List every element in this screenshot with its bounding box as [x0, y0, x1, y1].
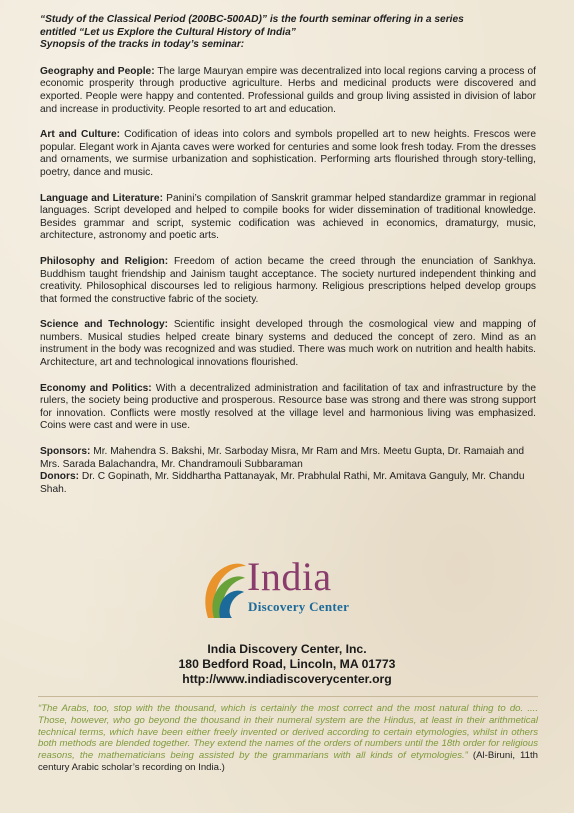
section-text: The large Mauryan empire was decentralized into local regions carving a process of economic prosperity through productive agriculture. Herbs and medicinal products were discovered and exported. People were happy and contented. Professional guilds and group living assisted in division of labor and increase in productivity. People resorted to art and education. [40, 65, 536, 115]
logo-india-wordmark: India [247, 554, 332, 599]
intro-line-1: “Study of the Classical Period (200BC-500AD)” is the fourth seminar offering in a series [40, 14, 464, 25]
section-heading: Philosophy and Religion: [40, 255, 169, 267]
swirl-emblem-icon [200, 556, 248, 626]
section-text: Panini’s compilation of Sanskrit grammar helped standardize grammar in regional languages. Script developed and helped to compile books for wider dissemination of traditional knowledge. Besides grammar and script, systemic codification was achieved in economics, dramaturgy, music, architecture, astronomy and poetic arts. [40, 192, 537, 242]
org-name: India Discovery Center, Inc. [207, 642, 367, 656]
section-geography [40, 66, 536, 116]
logo-subtitle: Discovery Center [248, 599, 350, 614]
section-philosophy [40, 256, 536, 306]
section-economy [40, 383, 536, 433]
quote-text: “The Arabs, too, stop with the thousand, which is certainly the most correct and the most natural thing to do. .... Those, however, who go beyond the thousand in their numeral system are the Hindus, at least in their arithmetical technical terms, which have been either freely invented or derived according to certain etymologies, whilst in others both methods are blended together. They extend the names of the orders of numbers until the 18th order for religious reasons, the mathematicians being assisted by the grammarians with all kinds of etymologies.” [38, 703, 538, 762]
intro-line-2: entitled “Let us Explore the Cultural History of India” [40, 26, 296, 38]
section-heading: Art and Culture: [40, 129, 121, 141]
section-heading: Science and Technology: [40, 319, 169, 331]
quote-attribution: (Al-Biruni, 11th century Arabic scholar’s recording on India.) [38, 750, 539, 773]
website-link[interactable]: http://www.indiadiscoverycenter.org [182, 672, 392, 686]
sponsors-text: Mr. Mahendra S. Bakshi, Mr. Sarboday Misra, Mr Ram and Mrs. Meetu Gupta, Dr. Ramaiah and Mrs. Sarada Balachandra, Mr. Chandramouli Subbaraman [40, 446, 525, 470]
donors-heading: Donors: [40, 471, 80, 483]
section-art [40, 129, 536, 179]
section-text: Scientific insight developed through the cosmological view and mapping of numbers. Musical studies helped create binary systems and deduced the concept of zero. Mind as an instrument in the body was recognized and was studied. There was much work on nutrition and health habits. Architecture, art and technological innovations flourished. [40, 319, 536, 369]
intro-block [40, 14, 536, 52]
street-address: 180 Bedford Road, Lincoln, MA 01773 [178, 657, 396, 671]
section-text: Freedom of action became the creed through the enunciation of Sankhya. Buddhism taught friendship and Jainism taught acceptance. The society nurtured independent thinking and creativity. Philosophical discourses led to religious harmony. Religious prescriptions helped develop groups that formed the constructive fabric of the society. [40, 255, 536, 305]
section-heading: Geography and People: [40, 65, 155, 77]
section-heading: Language and Literature: [40, 192, 163, 204]
address-block [0, 642, 574, 687]
section-science [40, 319, 536, 369]
section-language [40, 193, 536, 243]
sponsors [40, 446, 536, 471]
donors-text: Dr. C Gopinath, Mr. Siddhartha Pattanayak, Mr. Prabhulal Rathi, Mr. Amitava Ganguly, Mr. Chandu Shah. [40, 471, 525, 495]
sponsors-heading: Sponsors: [40, 446, 91, 458]
synopsis-page [40, 14, 536, 496]
intro-line-3: Synopsis of the tracks in today’s seminar: [40, 39, 245, 51]
donors [40, 471, 536, 496]
india-discovery-center-logo [200, 556, 380, 626]
section-text: Codification of ideas into colors and symbols propelled art to new heights. Frescos were popular. Elegant work in Ajanta caves were worked for centuries and some look fresh today. From the dresses and ornaments, we surmise urbanization and sophistication. Performing arts flourished through story-telling, poetry, dance and music. [40, 129, 536, 178]
al-biruni-quote [38, 696, 538, 774]
section-heading: Economy and Politics: [40, 382, 152, 394]
section-text: With a decentralized administration and facilitation of tax and infrastructure by the rulers, the society being productive and prosperous. Resource base was strong and there was strong support for innovation. Conflicts were mostly resolved at the village level and harmonious living was emphasized. Coins were cast and were in use. [40, 382, 536, 432]
